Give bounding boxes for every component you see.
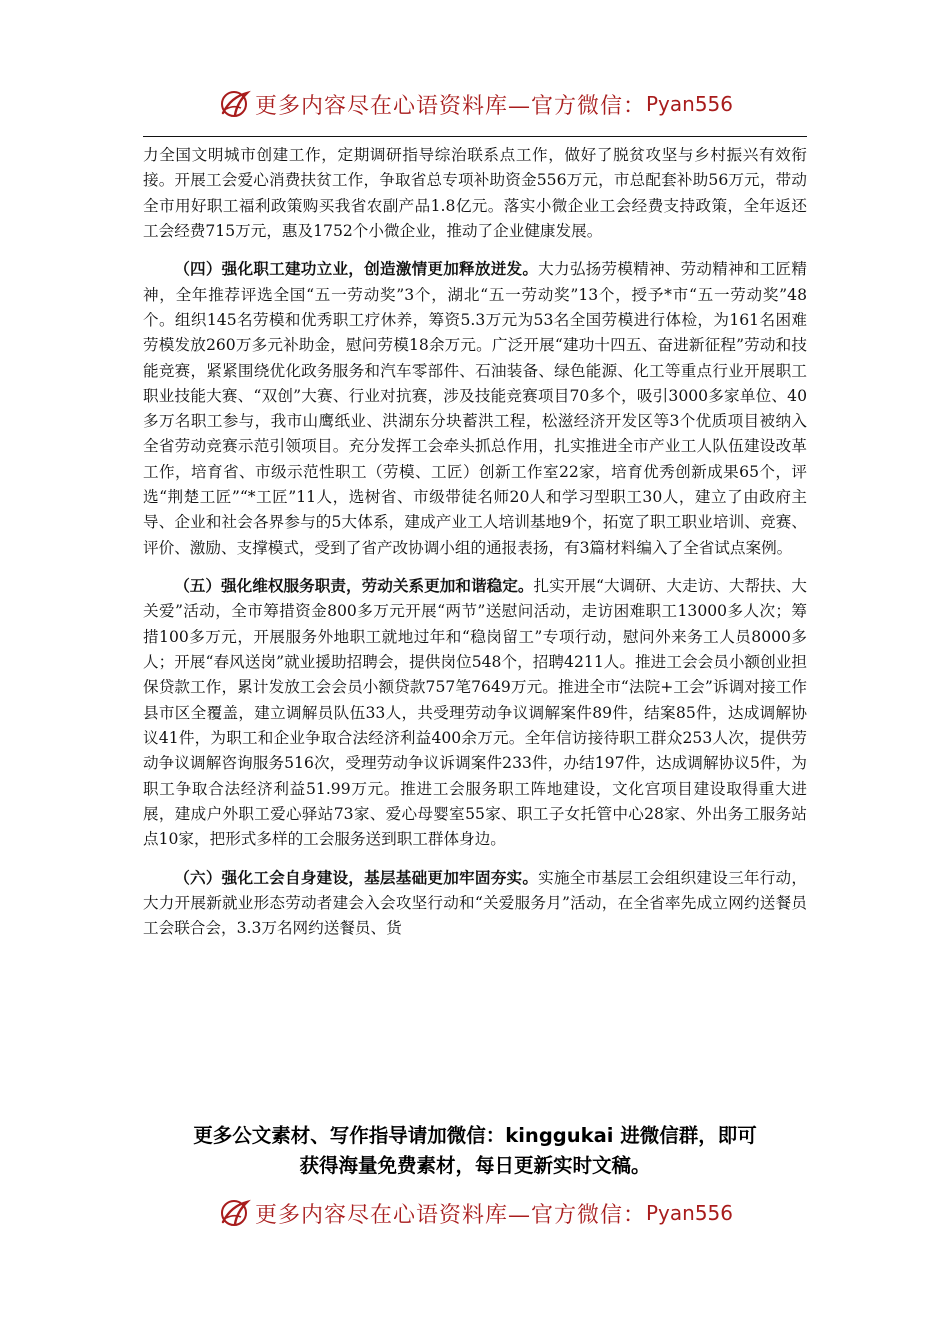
paragraph-text: 实施全市基层工会组织建设三年行动，大力开展新就业形态劳动者建会入会攻坚行动和“关爱服务月”活动，在全省率先成立网约送餐员工会联合会，3.3万名网约送餐员、货 xyxy=(143,868,807,938)
promo-line-2: 获得海量免费素材，每日更新实时文稿。 xyxy=(299,1154,651,1177)
header-divider xyxy=(143,136,807,137)
paragraph-text: 扎实开展“大调研、大走访、大帮扶、大关爱”活动，全市筹措资金800多万元开展“两节”送慰问活动，走访困难职工13000多人次；筹措100多万元，开展服务外地职工就地过年和“稳岗留工”专项行动，慰问外来务工人员8000多人；开展“春风送岗”就业援助招聘会，提供岗位548个，招聘4211人。推进工会会员小额创业担保贷款工作，累计发放工会会员小额贷款757笔7649万元。推进全市“法院+工会”诉调对接工作县市区全覆盖，建立调解员队伍33人，共受理劳动争议调解案件89件，结案85件，达成调解协议41件，为职工和企业争取合法经济利益400余万元。全年信访接待职工群众253人次，提供劳动争议调解咨询服务516次，受理劳动争议诉调案件233件，办结197件，达成调解协议5件，为职工争取合法经济利益51.99万元。推进工会服务职工阵地建设，文化宫项目建设取得重大进展，建成户外职工爱心驿站73家、爱心母婴室55家、职工子女托管中心28家、外出务工服务站点10家，把形式多样的工会服务送到职工群体身边。 xyxy=(143,577,807,849)
paragraph-section-4 xyxy=(143,256,807,561)
header-banner-handle: Pyan556 xyxy=(646,92,734,116)
footer-banner-handle: Pyan556 xyxy=(646,1201,734,1225)
header-banner xyxy=(0,84,950,124)
promo-notice xyxy=(100,1121,850,1181)
footer-banner xyxy=(0,1193,950,1233)
document-body xyxy=(143,143,807,941)
promo-line-1: 更多公文素材、写作指导请加微信：kinggukai 进微信群，即可 xyxy=(193,1124,757,1147)
paragraph-section-5 xyxy=(143,573,807,852)
brand-logo-icon xyxy=(217,1196,251,1230)
footer-banner-text: 更多内容尽在心语资料库—官方微信： xyxy=(254,1202,646,1228)
paragraph-section-6 xyxy=(143,865,807,942)
section-heading: （五）强化维权服务职责，劳动关系更加和谐稳定。 xyxy=(174,576,534,596)
section-heading: （四）强化职工建功立业，创造激情更加释放迸发。 xyxy=(174,259,539,279)
paragraph-text: 大力弘扬劳模精神、劳动精神和工匠精神，全年推荐评选全国“五一劳动奖”3个，湖北“五一劳动奖”13个，授予*市“五一劳动奖”48个。组织145名劳模和优秀职工疗休养，筹资5.3万元为53名全国劳模进行体检，为161名困难劳模发放260万多元补助金，慰问劳模18余万元。广泛开展“建功十四五、奋进新征程”劳动和技能竞赛，紧紧围绕优化政务服务和汽车零部件、石油装备、绿色能源、化工等重点行业开展职工职业技能大赛、“双创”大赛、行业对抗赛，涉及技能竞赛项目70多个，吸引3000多家单位、40多万名职工参与，我市山鹰纸业、洪湖东分块蓄洪工程，松滋经济开发区等3个优质项目被纳入全省劳动竞赛示范引领项目。充分发挥工会牵头抓总作用，扎实推进全市产业工人队伍建设改革工作，培育省、市级示范性职工（劳模、工匠）创新工作室22家，培育优秀创新成果65个，评选“荆楚工匠”“*工匠”11人，选树省、市级带徒名师20人和学习型职工30人，建立了由政府主导、企业和社会各界参与的5大体系，建成产业工人培训基地9个，拓宽了职工职业培训、竞赛、评价、激励、支撑模式，受到了省产改协调小组的通报表扬，有3篇材料编入了全省试点案例。 xyxy=(143,260,807,557)
paragraph-text: 力全国文明城市创建工作，定期调研指导综治联系点工作，做好了脱贫攻坚与乡村振兴有效衔接。开展工会爱心消费扶贫工作，争取省总专项补助资金556万元，市总配套补助56万元，带动全市用好职工福利政策购买我省农副产品1.8亿元。落实小微企业工会经费支持政策，全年返还工会经费715万元，惠及1752个小微企业，推动了企业健康发展。 xyxy=(143,146,807,240)
header-banner-text: 更多内容尽在心语资料库—官方微信： xyxy=(254,93,646,119)
paragraph-continued xyxy=(143,143,807,244)
section-heading: （六）强化工会自身建设，基层基础更加牢固夯实。 xyxy=(174,867,539,887)
brand-logo-icon xyxy=(217,87,251,121)
